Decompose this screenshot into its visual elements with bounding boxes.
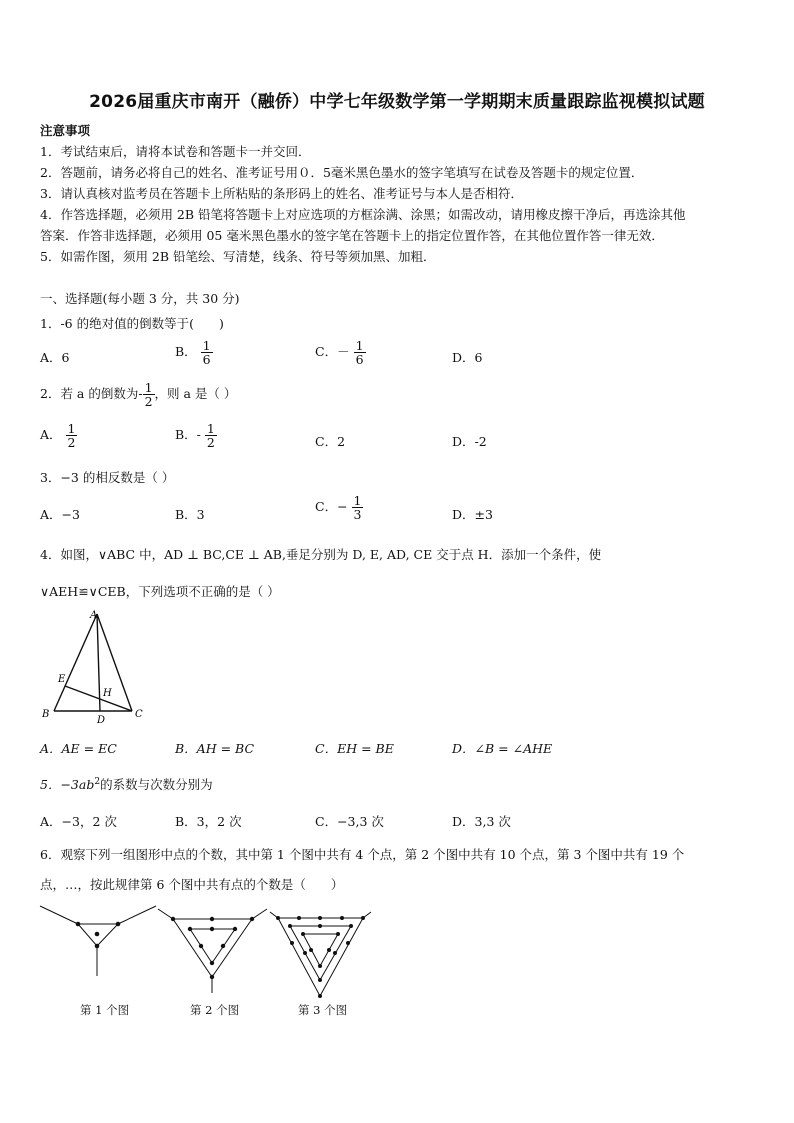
notice-heading: 注意事项 bbox=[40, 123, 91, 138]
q3-option-c: C．− $\frac{1}{3}$ bbox=[315, 493, 362, 523]
label-d: D bbox=[97, 715, 106, 726]
q6-caption-1: 第 1 个图 bbox=[80, 1003, 130, 1017]
q4-option-b: B．AH = BC bbox=[175, 741, 255, 756]
q4-option-d: D．∠B = ∠AHE bbox=[452, 741, 553, 756]
q4-stem-line1: 4．如图，∨ABC 中，AD ⊥ BC,CE ⊥ AB,垂足分别为 D, E, AD, CE 交于点 H．添加一个条件，使 bbox=[40, 547, 602, 562]
q4-triangle-figure bbox=[40, 606, 150, 726]
q4-option-a: A．AE = EC bbox=[40, 741, 117, 756]
q3-option-b: B．3 bbox=[175, 507, 205, 522]
q1-option-c: C．－ $\frac{1}{6}$ bbox=[315, 338, 364, 368]
q6-figure-3 bbox=[268, 908, 373, 1003]
q3-stem: 3．−3 的相反数是（ ） bbox=[40, 470, 175, 485]
q5-option-b: B．3，2 次 bbox=[175, 814, 242, 829]
q6-stem-line1: 6．观察下列一组图形中点的个数，其中第 1 个图中共有 4 个点，第 2 个图中共有 10 个点，第 3 个图中共有 19 个 bbox=[40, 847, 685, 862]
q1-option-a: A．6 bbox=[40, 350, 70, 365]
q3-option-a: A．−3 bbox=[40, 507, 80, 522]
q1-option-b: B． $\frac{1}{6}$ bbox=[175, 338, 211, 368]
q2-option-d: D．-2 bbox=[452, 434, 487, 449]
q1-option-d: D．6 bbox=[452, 350, 483, 365]
label-c: C bbox=[135, 709, 143, 720]
altitude-ad bbox=[97, 614, 100, 711]
q4-stem-line2: ∨AEH≌∨CEB，下列选项不正确的是（ ） bbox=[40, 584, 280, 599]
label-h: H bbox=[103, 688, 112, 699]
notice-item-4-cont: 答案．作答非选择题，必须用 05 毫米黑色墨水的签字笔在答题卡上的指定位置作答，在其他位置作答一律无效． bbox=[40, 228, 664, 243]
section-heading: 一、选择题(每小题 3 分，共 30 分) bbox=[40, 291, 240, 306]
side-ab bbox=[54, 614, 97, 711]
q2-option-b: B．- $\frac{1}{2}$ bbox=[175, 421, 215, 451]
label-e: E bbox=[58, 674, 66, 685]
q5-option-a: A．−3，2 次 bbox=[40, 814, 117, 829]
q6-figure-1 bbox=[38, 900, 158, 980]
notice-item-1: 1．考试结束后，请将本试卷和答题卡一并交回． bbox=[40, 144, 311, 159]
q3-option-d: D．±3 bbox=[452, 507, 493, 522]
q6-caption-2: 第 2 个图 bbox=[190, 1003, 240, 1017]
label-a: A bbox=[90, 610, 98, 621]
notice-item-2: 2．答题前，请务必将自己的姓名、准考证号用０．5毫米黑色墨水的签字笔填写在试卷及答题卡的规定位置． bbox=[40, 165, 644, 180]
notice-item-5: 5．如需作图，须用 2B 铅笔绘、写清楚，线条、符号等须加黑、加粗． bbox=[40, 249, 436, 264]
q2-option-c: C．2 bbox=[315, 434, 346, 449]
q5-option-d: D．3,3 次 bbox=[452, 814, 511, 829]
q2-option-a: A． $\frac{1}{2}$ bbox=[40, 421, 76, 451]
q6-caption-3: 第 3 个图 bbox=[298, 1003, 348, 1017]
altitude-ce bbox=[65, 686, 132, 711]
q5-option-c: C．−3,3 次 bbox=[315, 814, 384, 829]
q2-stem: 2．若 a 的倒数为- $\frac{1}{2}$ ，则 a 是（ ） bbox=[40, 380, 237, 410]
label-b: B bbox=[42, 709, 50, 720]
q5-stem: 5．$-3ab^2$的系数与次数分别为 bbox=[40, 776, 213, 792]
notice-item-3: 3．请认真核对监考员在答题卡上所粘贴的条形码上的姓名、准考证号与本人是否相符． bbox=[40, 186, 523, 201]
page-title: 2026届重庆市南开（融侨）中学七年级数学第一学期期末质量跟踪监视模拟试题 bbox=[89, 92, 705, 112]
notice-item-4: 4．作答选择题，必须用 2B 铅笔将答题卡上对应选项的方框涂满、涂黑；如需改动，请用橡皮擦干净后，再选涂其他 bbox=[40, 207, 686, 222]
q6-stem-line2: 点，…，按此规律第 6 个图中共有点的个数是（ ） bbox=[40, 877, 344, 892]
q4-option-c: C．EH = BE bbox=[315, 741, 394, 756]
q1-stem: 1．-6 的绝对值的倒数等于( ) bbox=[40, 316, 224, 331]
q6-figure-2 bbox=[155, 905, 270, 995]
